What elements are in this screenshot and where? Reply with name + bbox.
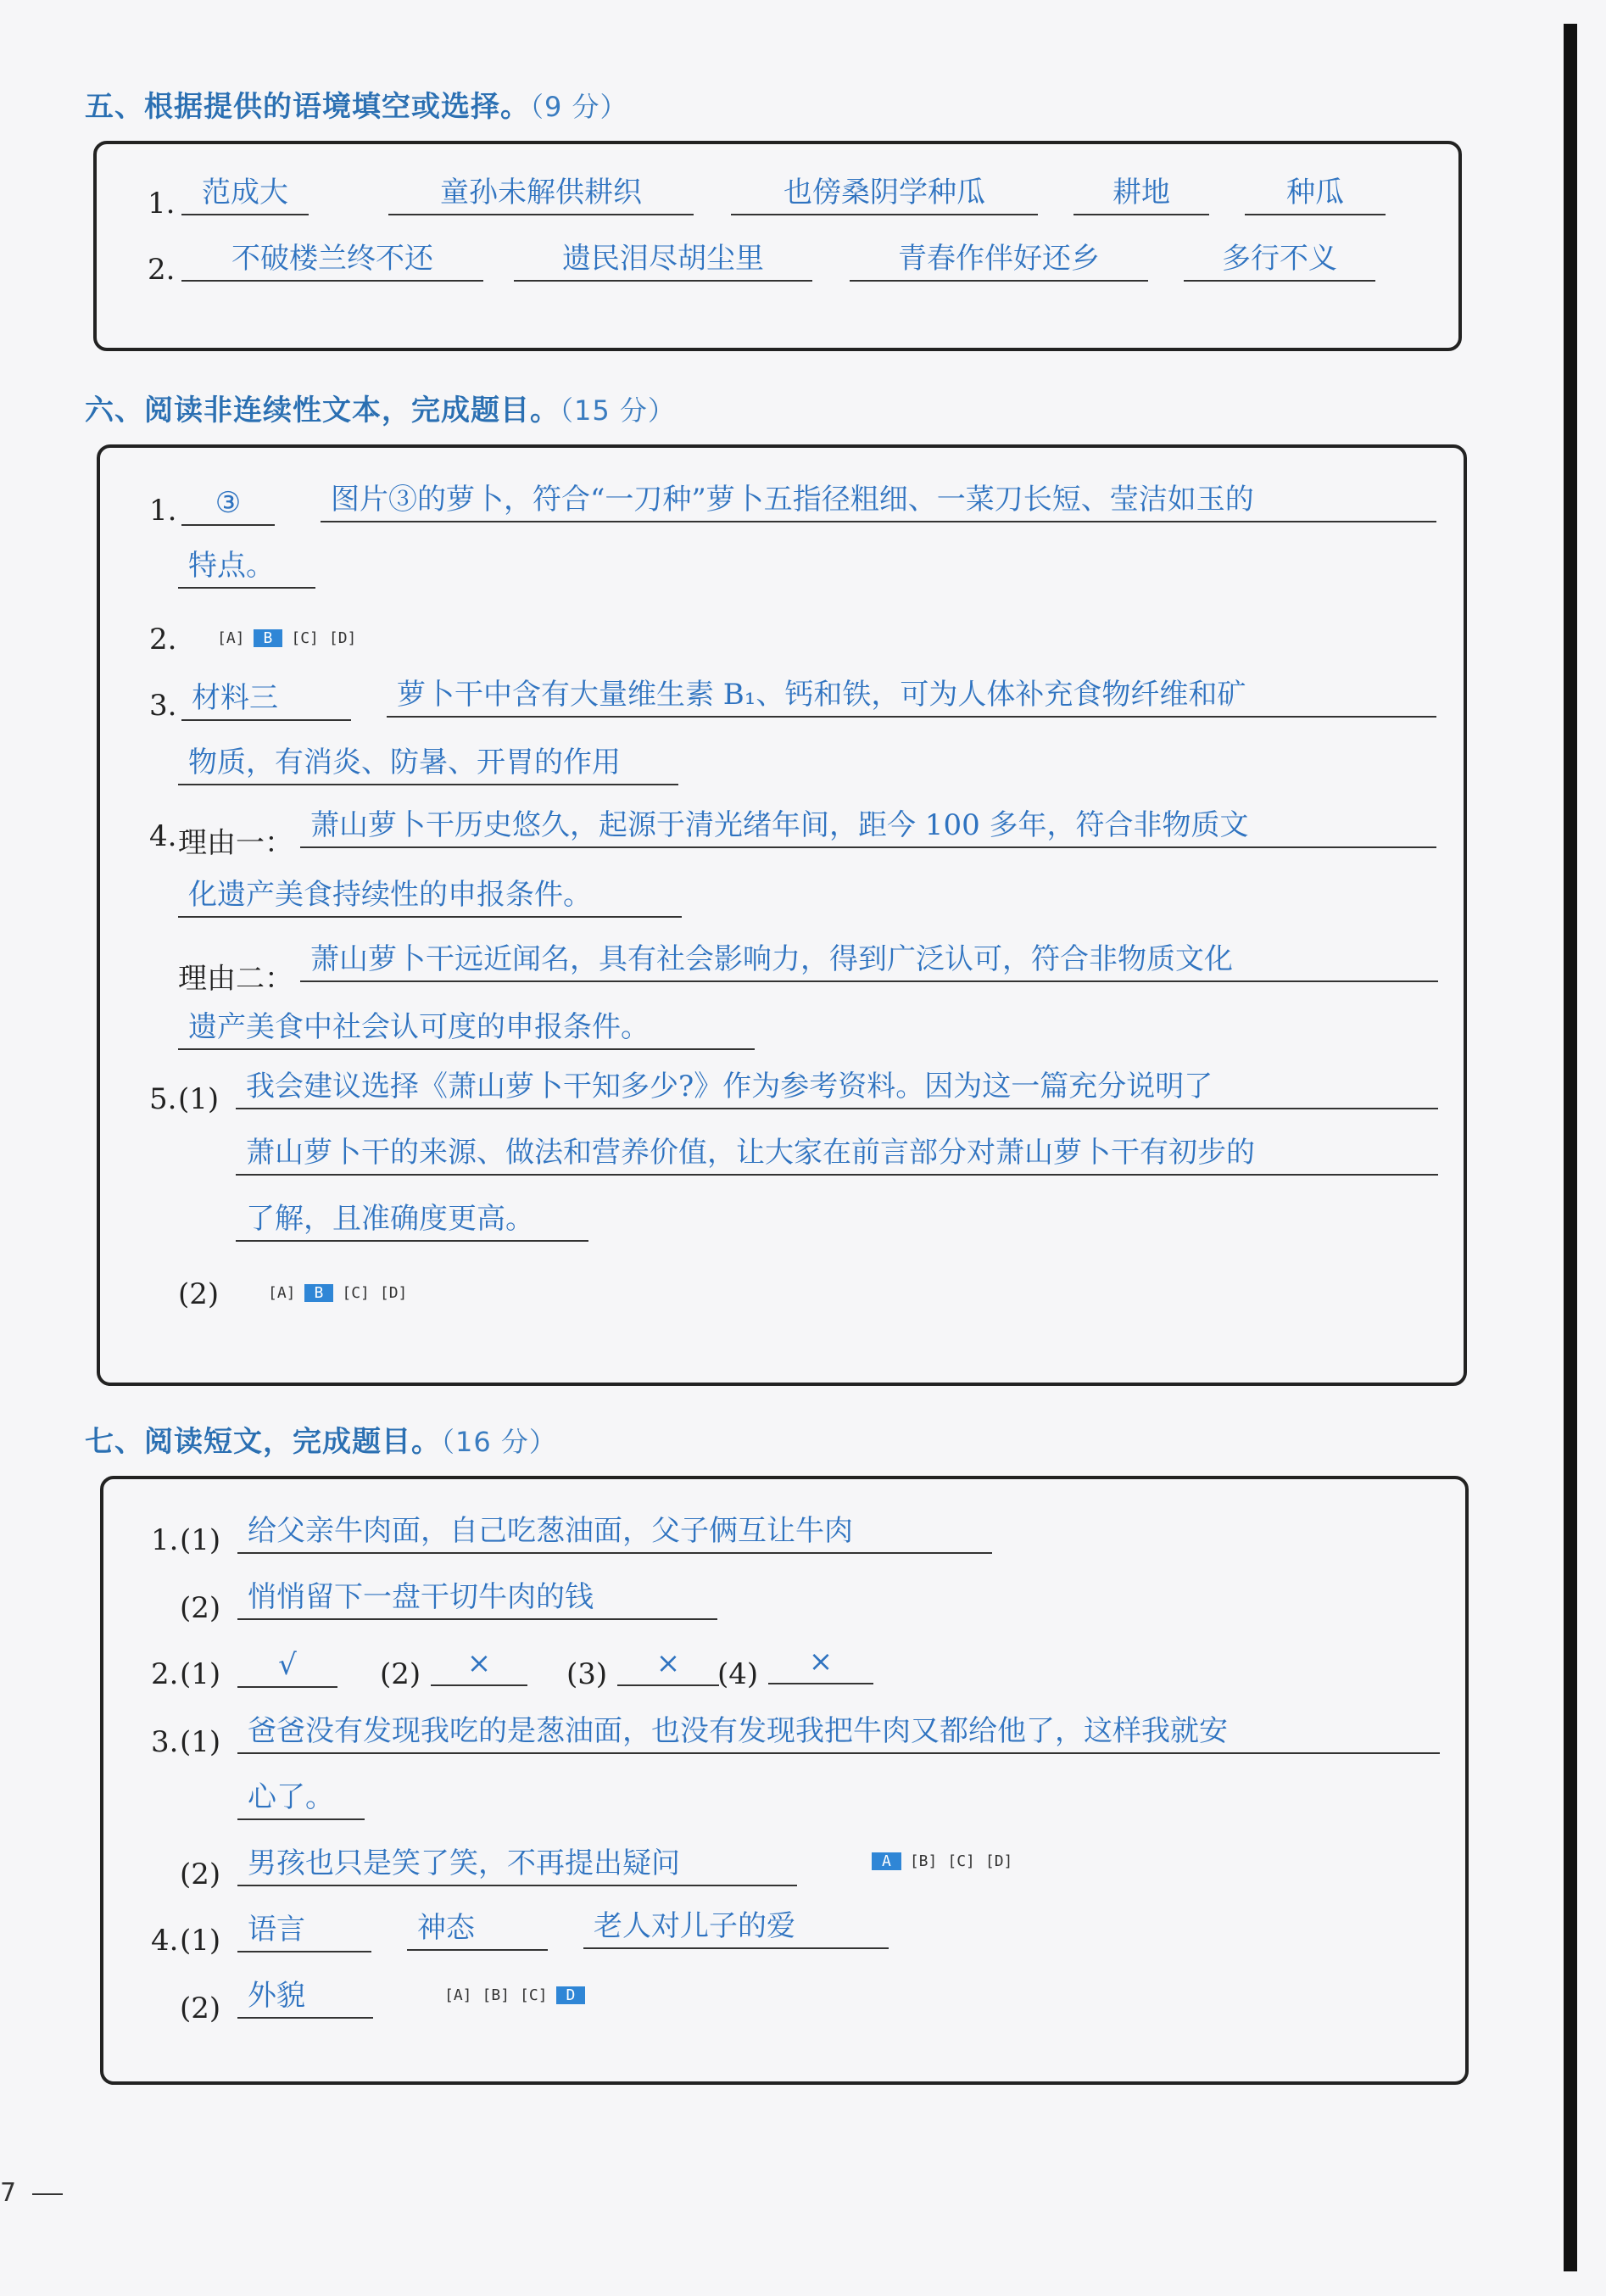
choice-b[interactable]: [B] <box>909 1852 938 1870</box>
answer-blank[interactable]: 语言 <box>237 1908 371 1952</box>
choice-d-selected[interactable]: D <box>556 1986 586 2004</box>
reason-2-label: 理由二： <box>178 962 293 996</box>
sub-question-number: (1) <box>180 1523 221 1557</box>
choice-group <box>872 1852 1021 1870</box>
answer-line[interactable]: 悄悄留下一盘干切牛肉的钱 <box>237 1576 717 1620</box>
choice-group <box>215 629 365 647</box>
answer-line[interactable]: 遗产美食中社会认可度的申报条件。 <box>178 1006 755 1050</box>
section-7-score: （16 分） <box>441 1426 557 1458</box>
section-7-title-text: 七、阅读短文，完成题目。 <box>85 1425 441 1459</box>
answer-blank[interactable]: 种瓜 <box>1245 171 1386 215</box>
answer-blank[interactable]: 不破楼兰终不还 <box>181 237 483 282</box>
choice-group <box>443 1986 592 2004</box>
sub-question-number: (1) <box>180 1657 221 1691</box>
answer-blank[interactable]: ③ <box>181 482 275 526</box>
answer-line[interactable]: 我会建议选择《萧山萝卜干知多少?》作为参考资料。因为这一篇充分说明了 <box>236 1065 1438 1109</box>
answer-line[interactable]: 萧山萝卜干的来源、做法和营养价值，让大家在前言部分对萧山萝卜干有初步的 <box>236 1131 1438 1176</box>
section-6-title-text: 六、阅读非连续性文本，完成题目。 <box>85 394 560 427</box>
cross-mark-answer[interactable]: × <box>768 1640 873 1684</box>
sub-question-number: (2) <box>180 1992 221 2025</box>
answer-line[interactable]: 萝卜干中含有大量维生素 B₁、钙和铁，可为人体补充食物纤维和矿 <box>387 673 1436 718</box>
answer-blank[interactable]: 童孙未解供耕织 <box>388 171 694 215</box>
answer-blank[interactable]: 老人对儿子的爱 <box>583 1905 889 1949</box>
question-number: 2. <box>151 1657 179 1691</box>
section-5-answer-box <box>93 141 1462 351</box>
choice-d[interactable]: [D] <box>379 1284 408 1302</box>
choice-group <box>266 1284 415 1302</box>
cross-mark-answer[interactable]: × <box>617 1642 719 1686</box>
question-number: 5. <box>149 1082 177 1116</box>
sub-question-number: (4) <box>717 1657 759 1691</box>
choice-a[interactable]: [A] <box>268 1284 296 1302</box>
sub-question-number: (1) <box>180 1924 221 1958</box>
reason-1-label: 理由一： <box>178 826 293 860</box>
question-number: 2. <box>149 623 177 656</box>
section-5-score: （9 分） <box>530 91 628 123</box>
answer-line[interactable]: 心了。 <box>237 1776 365 1820</box>
answer-blank[interactable]: 神态 <box>407 1907 548 1951</box>
section-6-title <box>85 387 676 428</box>
scan-edge-bar <box>1564 24 1577 2271</box>
choice-d[interactable]: [D] <box>328 629 357 647</box>
cross-mark-answer[interactable]: × <box>431 1642 527 1686</box>
answer-line[interactable]: 男孩也只是笑了笑，不再提出疑问 <box>237 1842 797 1886</box>
answer-blank[interactable]: 范成大 <box>181 171 309 215</box>
section-5-title-text: 五、根据提供的语境填空或选择。 <box>85 90 530 124</box>
section-7-title <box>85 1418 557 1460</box>
answer-line[interactable]: 爸爸没有发现我吃的是葱油面，也没有发现我把牛肉又都给他了，这样我就安 <box>237 1710 1440 1754</box>
check-mark-answer[interactable]: √ <box>237 1644 337 1688</box>
choice-c[interactable]: [C] <box>291 629 319 647</box>
choice-c[interactable]: [C] <box>520 1986 548 2004</box>
answer-blank[interactable]: 遗民泪尽胡尘里 <box>514 237 812 282</box>
page-number-dash <box>32 2193 63 2195</box>
answer-blank[interactable]: 青春作伴好还乡 <box>850 237 1148 282</box>
section-6-answer-box <box>97 444 1467 1386</box>
question-number: 3. <box>149 689 177 723</box>
answer-blank[interactable]: 也傍桑阴学种瓜 <box>731 171 1038 215</box>
answer-line[interactable]: 化遗产美食持续性的申报条件。 <box>178 874 682 918</box>
question-number: 4. <box>151 1924 179 1958</box>
answer-line[interactable]: 物质，有消炎、防暑、开胃的作用 <box>178 741 678 785</box>
choice-b-selected[interactable]: B <box>254 629 283 647</box>
question-number: 3. <box>151 1725 179 1759</box>
sub-question-number: (2) <box>380 1657 421 1691</box>
answer-line[interactable]: 了解，且准确度更高。 <box>236 1198 588 1242</box>
choice-c[interactable]: [C] <box>947 1852 975 1870</box>
question-number: 1. <box>151 1523 179 1557</box>
choice-a-selected[interactable]: A <box>872 1852 901 1870</box>
sub-question-number: (1) <box>180 1725 221 1759</box>
answer-line[interactable]: 萧山萝卜干历史悠久，起源于清光绪年间，距今 100 多年，符合非物质文 <box>300 804 1436 848</box>
question-number: 1. <box>149 494 177 528</box>
sub-question-number: (2) <box>180 1591 221 1625</box>
page-number: 7 <box>0 2178 17 2208</box>
choice-d[interactable]: [D] <box>984 1852 1013 1870</box>
choice-b-selected[interactable]: B <box>304 1284 334 1302</box>
answer-blank[interactable]: 多行不义 <box>1184 237 1375 282</box>
section-5-title <box>85 83 628 125</box>
sub-question-number: (1) <box>178 1082 220 1116</box>
answer-line[interactable]: 图片③的萝卜，符合“一刀种”萝卜五指径粗细、一菜刀长短、莹洁如玉的 <box>321 478 1436 522</box>
question-number: 1. <box>148 187 176 221</box>
choice-c[interactable]: [C] <box>342 1284 370 1302</box>
sub-question-number: (2) <box>178 1277 220 1311</box>
answer-line[interactable]: 特点。 <box>178 545 315 589</box>
choice-b[interactable]: [B] <box>482 1986 510 2004</box>
question-number: 4. <box>149 819 177 853</box>
answer-blank[interactable]: 外貌 <box>237 1975 373 2019</box>
choice-a[interactable]: [A] <box>444 1986 472 2004</box>
section-7-answer-box <box>100 1476 1469 2085</box>
answer-blank[interactable]: 材料三 <box>181 677 351 721</box>
answer-line[interactable]: 萧山萝卜干远近闻名，具有社会影响力，得到广泛认可，符合非物质文化 <box>300 938 1438 982</box>
sub-question-number: (2) <box>180 1857 221 1891</box>
answer-line[interactable]: 给父亲牛肉面，自己吃葱油面，父子俩互让牛肉 <box>237 1510 992 1554</box>
sub-question-number: (3) <box>566 1657 608 1691</box>
question-number: 2. <box>148 253 176 287</box>
choice-a[interactable]: [A] <box>217 629 245 647</box>
section-6-score: （15 分） <box>560 394 676 427</box>
answer-blank[interactable]: 耕地 <box>1073 171 1209 215</box>
